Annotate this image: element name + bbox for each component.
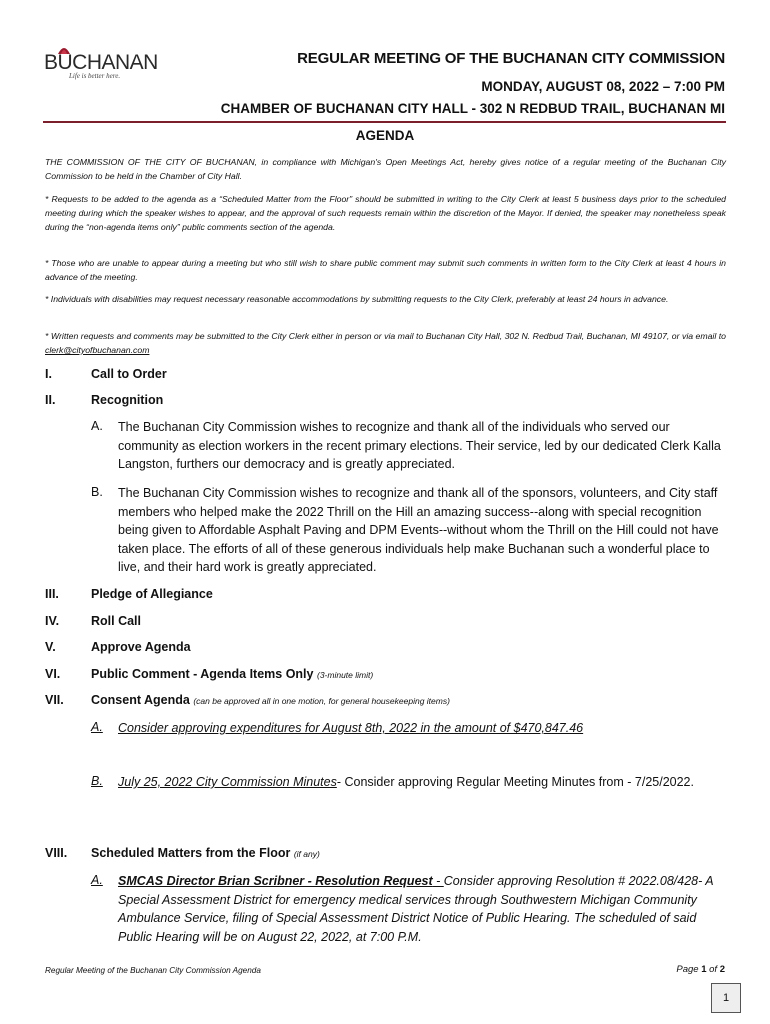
section-title-roll-call: Roll Call xyxy=(91,614,142,628)
section-title-public-comment xyxy=(91,667,373,681)
of-word: of xyxy=(709,964,718,975)
page-word: Page xyxy=(676,964,699,975)
scheduled-matters-note: (if any) xyxy=(293,849,320,859)
item-label: A. xyxy=(91,419,103,433)
section-number: VII. xyxy=(45,693,64,707)
section-number: II. xyxy=(45,393,56,407)
agenda-heading: AGENDA xyxy=(355,128,415,143)
smcas-resolution-item xyxy=(118,872,728,946)
footer-page-number xyxy=(676,964,725,975)
section-title-pledge: Pledge of Allegiance xyxy=(91,587,213,601)
notice-submission-text: * Written requests and comments may be submitted to the City Clerk either in person or via mail to Buchanan City Hall, 302 N. Redbud Trail, Buchanan, MI 49107, or via email to xyxy=(45,331,726,341)
section-number: III. xyxy=(45,587,59,601)
page-total: 2 xyxy=(719,964,725,975)
section-number: VI. xyxy=(45,667,61,681)
buchanan-logo xyxy=(42,44,158,80)
smcas-dash: - xyxy=(432,874,444,888)
recognition-election-workers: The Buchanan City Commission wishes to recognize and thank all of the individuals who served our community as election workers in the recent primary elections. Their service, led by our dedicated Clerk Kalla Langston, furthers our democracy and is greatly appreciated. xyxy=(118,420,721,471)
minutes-text: - Consider approving Regular Meeting Minutes from - 7/25/2022. xyxy=(336,775,694,789)
header-divider xyxy=(43,121,726,123)
item-label: B. xyxy=(91,774,103,788)
consent-expenditures-link[interactable]: Consider approving expenditures for August 8th, 2022 in the amount of $470,847.46 xyxy=(118,721,584,735)
consent-minutes-item xyxy=(118,773,728,792)
section-number: I. xyxy=(45,367,52,381)
smcas-resolution-link[interactable]: SMCAS Director Brian Scribner - Resolution Request xyxy=(118,874,433,888)
section-title-call-to-order: Call to Order xyxy=(91,367,167,381)
section-title-recognition: Recognition xyxy=(91,393,164,407)
smcas-resolution-text: Consider approving Resolution # 2022.08/428- A Special Assessment District for emergency medical services through Southwestern Michigan Community Ambulance Service, filing of Special Assessment District Notice of Public Hearing. The scheduled of said Public Hearing will be on August 22, 2022, at 7:00 P.M. xyxy=(118,874,714,944)
item-label: A. xyxy=(91,873,103,887)
page-indicator-box[interactable]: 1 xyxy=(711,983,741,1013)
section-number: VIII. xyxy=(45,846,68,860)
meeting-date: MONDAY, AUGUST 08, 2022 – 7:00 PM xyxy=(481,79,725,94)
notice-written-comment: * Those who are unable to appear during a meeting but who still wish to share public comment may submit such comments in written form to the City Clerk at least 4 hours in advance of the meeting. xyxy=(45,258,726,282)
notice-scheduled-matters: * Requests to be added to the agenda as a “Scheduled Matter from the Floor” should be submitted in writing to the City Clerk at least 5 business days prior to the scheduled meeting during which the speaker wishes to appear, and the approval of such requests remain within the discretion of the Mayor. If denied, the speaker may nonetheless speak during the “non-agenda items only” public comments section of the agenda. xyxy=(45,194,726,232)
page-current: 1 xyxy=(701,964,707,975)
section-number: IV. xyxy=(45,614,60,628)
clerk-email-link[interactable]: clerk@cityofbuchanan.com xyxy=(45,345,150,355)
section-number: V. xyxy=(45,640,56,654)
meeting-location: CHAMBER OF BUCHANAN CITY HALL - 302 N REDBUD TRAIL, BUCHANAN MI xyxy=(220,101,725,116)
public-comment-note: (3-minute limit) xyxy=(316,670,374,680)
consent-agenda-note: (can be approved all in one motion, for general housekeeping items) xyxy=(193,696,450,706)
item-label: B. xyxy=(91,485,103,499)
public-comment-title: Public Comment - Agenda Items Only xyxy=(91,667,314,681)
section-title-scheduled-matters xyxy=(91,846,320,860)
logo-name: BUCHANAN xyxy=(44,51,158,74)
scheduled-matters-title: Scheduled Matters from the Floor xyxy=(91,846,291,860)
section-title-consent-agenda xyxy=(91,693,450,707)
consent-agenda-title: Consent Agenda xyxy=(91,693,190,707)
notice-open-meetings: THE COMMISSION OF THE CITY OF BUCHANAN, in compliance with Michigan's Open Meetings Act, hereby gives notice of a regular meeting of the Buchanan City Commission to be held in the Chamber of City Hall. xyxy=(45,157,726,181)
meeting-title: REGULAR MEETING OF THE BUCHANAN CITY COMMISSION xyxy=(297,50,725,67)
notice-submission xyxy=(45,329,726,357)
item-label: A. xyxy=(91,720,103,734)
section-title-approve-agenda: Approve Agenda xyxy=(91,640,191,654)
notice-disabilities: * Individuals with disabilities may request necessary reasonable accommodations by submitting requests to the City Clerk, preferably at least 24 hours in advance. xyxy=(45,294,669,304)
footer-title: Regular Meeting of the Buchanan City Commission Agenda xyxy=(45,966,261,975)
minutes-link[interactable]: July 25, 2022 City Commission Minutes xyxy=(118,775,337,789)
recognition-thrill-on-the-hill: The Buchanan City Commission wishes to recognize and thank all of the sponsors, volunteers, and City staff members who helped make the 2022 Thrill on the Hill an amazing success--along with special recognition being given to Affordable Asphalt Paving and DPM Events--without whom the Thrill on the Hill could not have taken place. The efforts of all of these generous individuals help make Buchanan such a wonderful place to live, and their hard work is greatly appreciated. xyxy=(118,486,719,574)
logo-tagline: Life is better here. xyxy=(69,72,121,80)
